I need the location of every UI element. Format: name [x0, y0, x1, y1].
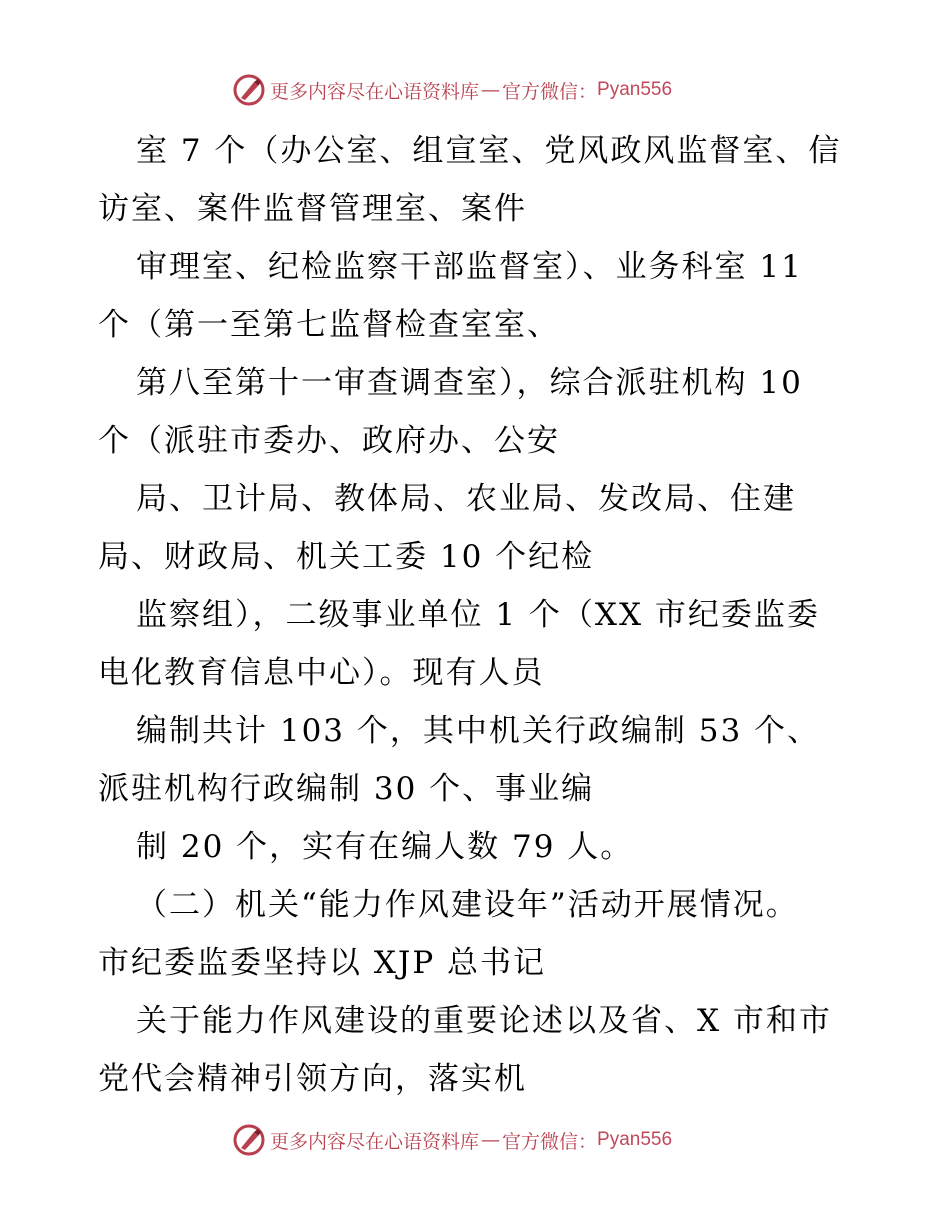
watermark-dash: — — [481, 1129, 501, 1151]
pen-logo-icon — [232, 1123, 266, 1157]
body-line: 个（派驻市委办、政府办、公安 — [98, 423, 560, 459]
watermark-text: 更多内容尽在心语资料库 — [270, 1130, 480, 1153]
body-line: 局、卫计局、教体局、农业局、发改局、住建 — [136, 481, 796, 517]
body-line: 个（第一至第七监督检查室室、 — [98, 307, 560, 343]
body-line: 电化教育信息中心）。现有人员 — [98, 655, 545, 691]
body-line: 监察组），二级事业单位 1 个（XX 市纪委监委 — [136, 597, 820, 633]
body-text — [98, 122, 858, 1108]
body-line: 关于能力作风建设的重要论述以及省、X 市和市 — [136, 1003, 832, 1039]
body-line: 市纪委监委坚持以 XJP 总书记 — [98, 945, 547, 981]
body-line: 制 20 个，实有在编人数 79 人。 — [136, 829, 634, 865]
body-line: 局、财政局、机关工委 10 个纪检 — [98, 539, 595, 575]
body-line: 室 7 个（办公室、组宣室、党风政风监督室、信 — [136, 133, 842, 169]
footer-watermark — [232, 1122, 672, 1158]
watermark-label: 官方微信： — [502, 80, 598, 103]
watermark-brand: Pyan556 — [597, 1129, 673, 1150]
body-line: （二）机关“能力作风建设年”活动开展情况。 — [136, 887, 799, 923]
body-line: 访室、案件监督管理室、案件 — [98, 191, 527, 227]
header-watermark — [232, 72, 672, 108]
watermark-brand: Pyan556 — [597, 79, 673, 100]
watermark-text: 更多内容尽在心语资料库 — [270, 80, 480, 103]
body-line: 党代会精神引领方向，落实机 — [98, 1061, 527, 1097]
body-line: 编制共计 103 个，其中机关行政编制 53 个、 — [136, 713, 821, 749]
body-line: 审理室、纪检监察干部监督室）、业务科室 11 — [136, 249, 803, 285]
watermark-dash: — — [481, 79, 501, 101]
body-line: 第八至第十一审查调查室），综合派驻机构 10 — [136, 365, 803, 401]
body-line: 派驻机构行政编制 30 个、事业编 — [98, 771, 595, 807]
pen-logo-icon — [232, 73, 266, 107]
watermark-label: 官方微信： — [502, 1130, 598, 1153]
